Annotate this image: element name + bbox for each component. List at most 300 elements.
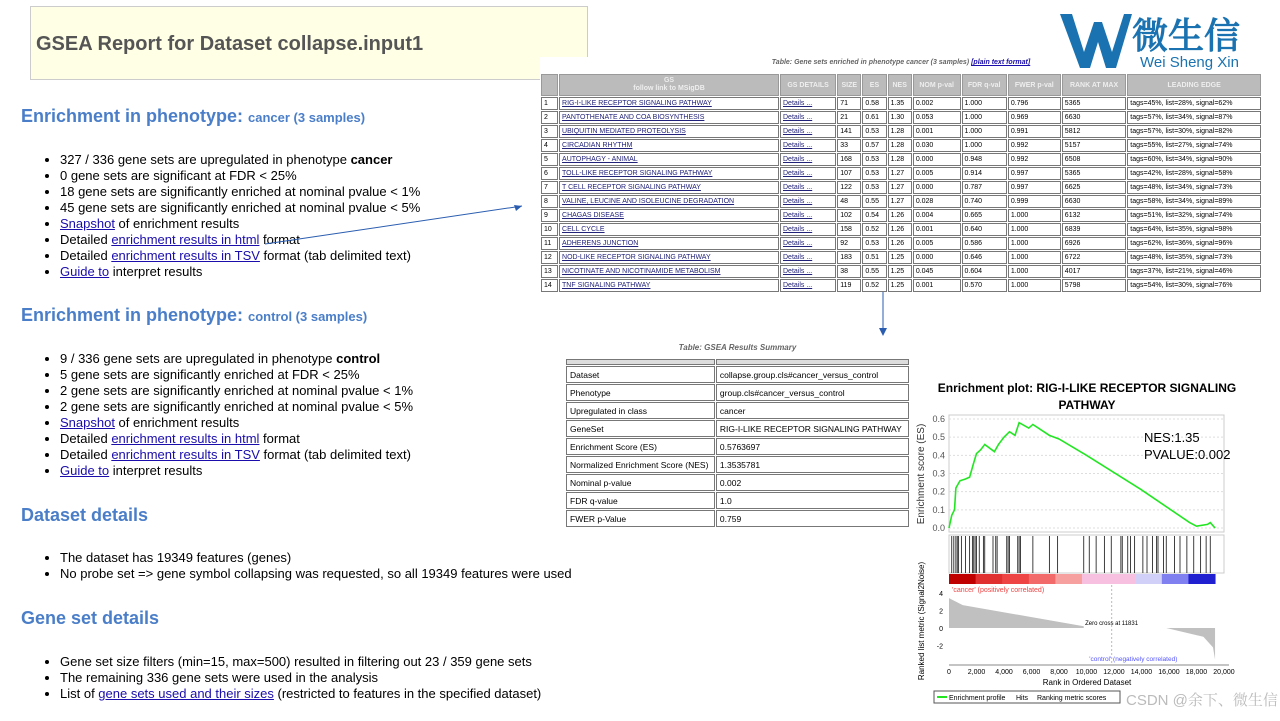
details-link[interactable]: Details ... xyxy=(783,128,813,135)
table-cell: 48 xyxy=(837,195,861,208)
table-row xyxy=(541,223,1261,236)
positive-label: 'cancer' (positively correlated) xyxy=(952,587,1045,594)
table-cell: tags=58%, list=34%, signal=89% xyxy=(1127,195,1261,208)
column-header: FWER p-val xyxy=(1008,74,1061,96)
y-tick-label: 0.5 xyxy=(932,432,945,443)
y-tick-label: 0.0 xyxy=(932,523,945,533)
table-cell: 0.53 xyxy=(862,167,886,180)
text: of enrichment results xyxy=(114,216,240,231)
list-item xyxy=(60,415,413,431)
table-cell: 0.028 xyxy=(913,195,961,208)
table-cell: 119 xyxy=(837,279,861,292)
table-cell: 1.000 xyxy=(1008,279,1061,292)
text: Detailed xyxy=(60,232,112,247)
summary-value: collapse.group.cls#cancer_versus_control xyxy=(716,366,909,383)
summary-label: FDR q-value xyxy=(566,492,715,509)
text: Detailed xyxy=(60,447,112,462)
summary-value: 1.0 xyxy=(716,492,909,509)
table-cell: 1.30 xyxy=(888,111,912,124)
table-cell: 0.55 xyxy=(862,195,886,208)
enriched-gene-sets-table xyxy=(540,73,1262,293)
table-cell: 1.26 xyxy=(888,209,912,222)
table-cell: 1.27 xyxy=(888,167,912,180)
caption-text: Table: Gene sets enriched in phenotype cancer (3 samples) xyxy=(771,59,972,66)
table-cell: 1 xyxy=(541,97,558,110)
table-cell: 0.52 xyxy=(862,223,886,236)
table-row xyxy=(566,384,909,401)
plain-text-format-link[interactable]: [plain text format] xyxy=(971,59,1031,66)
rank-color-segment xyxy=(976,574,1003,584)
weishengxin-logo xyxy=(1058,8,1263,72)
rank-color-segment xyxy=(1002,574,1029,584)
table-cell: 0.030 xyxy=(913,139,961,152)
table-cell: 0.61 xyxy=(862,111,886,124)
list-item xyxy=(60,686,541,702)
pvalue-annotation: PVALUE:0.002 xyxy=(1144,447,1231,462)
table-cell: 8 xyxy=(541,195,558,208)
table-cell xyxy=(559,111,779,124)
table-cell xyxy=(559,279,779,292)
list-item xyxy=(60,351,413,367)
details-link[interactable]: Details ... xyxy=(783,254,813,261)
table-cell: tags=42%, list=28%, signal=58% xyxy=(1127,167,1261,180)
column-header xyxy=(541,74,558,96)
table-cell: 71 xyxy=(837,97,861,110)
legend-item: Enrichment profile xyxy=(949,695,1006,702)
table-cell: 33 xyxy=(837,139,861,152)
table-cell: 0.640 xyxy=(962,223,1007,236)
table-row xyxy=(566,438,909,455)
table-row xyxy=(566,474,909,491)
heading-text: Enrichment in phenotype: xyxy=(21,305,249,325)
list-item xyxy=(60,431,413,447)
summary-label: Upregulated in class xyxy=(566,402,715,419)
details-link[interactable]: Details ... xyxy=(783,156,813,163)
list-item xyxy=(60,447,413,463)
list-item: • The dataset has 19349 features (genes) xyxy=(60,550,572,566)
table-cell: 0.604 xyxy=(962,265,1007,278)
table-row xyxy=(541,195,1261,208)
x-tick-label: 20,000 xyxy=(1213,669,1235,676)
table-cell: tags=45%, list=28%, signal=62% xyxy=(1127,97,1261,110)
y-axis-label: Enrichment score (ES) xyxy=(916,423,927,525)
list-item xyxy=(60,463,413,479)
table-cell: 7 xyxy=(541,181,558,194)
table-row xyxy=(541,167,1261,180)
phenotype-name: control xyxy=(336,351,381,366)
table-cell: 0.997 xyxy=(1008,167,1061,180)
legend-item: Hits xyxy=(1016,695,1029,702)
summary-value: cancer xyxy=(716,402,909,419)
result-link[interactable]: enrichment results in html xyxy=(111,431,260,446)
table-cell: 0.53 xyxy=(862,153,886,166)
table-cell: 21 xyxy=(837,111,861,124)
table-cell: 2 xyxy=(541,111,558,124)
x-tick-label: 14,000 xyxy=(1130,669,1153,676)
table-row xyxy=(566,402,909,419)
table-cell xyxy=(559,195,779,208)
table-cell: tags=54%, list=30%, signal=76% xyxy=(1127,279,1261,292)
gene-sets-sizes-link[interactable]: gene sets used and their sizes xyxy=(98,686,274,701)
details-link[interactable]: Details ... xyxy=(783,282,813,289)
chart-title: Enrichment plot: RIG-I-LIKE RECEPTOR SIGNALING xyxy=(937,381,1237,395)
result-link[interactable]: enrichment results in TSV xyxy=(111,248,260,263)
details-link[interactable]: Details ... xyxy=(783,114,813,121)
text: 327 / 336 gene sets are upregulated in phenotype xyxy=(60,152,351,167)
table-cell xyxy=(559,251,779,264)
text: format xyxy=(259,431,300,446)
table-row xyxy=(541,153,1261,166)
gsea-results-summary-panel xyxy=(565,342,910,528)
gene-set-link[interactable]: AUTOPHAGY - ANIMAL xyxy=(562,156,638,163)
table-cell xyxy=(780,167,836,180)
column-header: SIZE xyxy=(837,74,861,96)
table-cell: 0.000 xyxy=(913,251,961,264)
table-cell: 1.28 xyxy=(888,125,912,138)
table-cell: 0.52 xyxy=(862,279,886,292)
table-cell: 1.26 xyxy=(888,223,912,236)
y2-tick-label: 0 xyxy=(939,626,943,633)
table-cell: 0.586 xyxy=(962,237,1007,250)
zero-cross-label: Zero cross at 11831 xyxy=(1085,621,1139,627)
text: Detailed xyxy=(60,431,112,446)
table-cell xyxy=(780,139,836,152)
table-row xyxy=(566,510,909,527)
result-link[interactable]: Snapshot xyxy=(60,415,115,430)
y-tick-label: 0.6 xyxy=(932,414,945,424)
enrichment-plot-svg xyxy=(912,376,1278,716)
table-cell: 5157 xyxy=(1062,139,1127,152)
table-cell: 0.51 xyxy=(862,251,886,264)
table-row xyxy=(566,366,909,383)
text: Detailed xyxy=(60,248,112,263)
table-row xyxy=(541,139,1261,152)
svg-text:微生信: 微生信 xyxy=(1132,16,1241,57)
table-cell: 0.992 xyxy=(1008,139,1061,152)
y-tick-label: 0.2 xyxy=(932,486,945,497)
gene-set-details-title: Gene set details xyxy=(21,608,160,628)
table-cell: 1.000 xyxy=(962,97,1007,110)
details-link[interactable]: Details ... xyxy=(783,226,813,233)
table-cell: tags=51%, list=32%, signal=74% xyxy=(1127,209,1261,222)
table-cell xyxy=(780,125,836,138)
table-cell xyxy=(780,195,836,208)
table-cell: 0.001 xyxy=(913,279,961,292)
table-cell: 0.992 xyxy=(1008,153,1061,166)
list-item: • The remaining 336 gene sets were used in the analysis xyxy=(60,670,541,686)
table-cell: 6630 xyxy=(1062,195,1127,208)
list-item: • 5 gene sets are significantly enriched at FDR < 25% xyxy=(60,367,413,383)
watermark: CSDN @余下、微生信 xyxy=(1126,692,1278,709)
table-cell: 0.002 xyxy=(913,97,961,110)
table-cell: 158 xyxy=(837,223,861,236)
result-link[interactable]: enrichment results in TSV xyxy=(111,447,260,462)
result-link[interactable]: enrichment results in html xyxy=(111,232,260,247)
summary-value: 0.002 xyxy=(716,474,909,491)
table-cell: 1.000 xyxy=(1008,223,1061,236)
text: (restricted to features in the specified dataset) xyxy=(273,686,542,701)
column-header: LEADING EDGE xyxy=(1127,74,1261,96)
list-item: • 45 gene sets are significantly enriched at nominal pvalue < 5% xyxy=(60,200,420,216)
x-tick-label: 4,000 xyxy=(995,669,1013,676)
column-header: RANK AT MAX xyxy=(1062,74,1127,96)
dataset-details-title: Dataset details xyxy=(21,505,149,525)
table-cell: 0.740 xyxy=(962,195,1007,208)
table-cell xyxy=(780,223,836,236)
details-link[interactable]: Details ... xyxy=(783,100,813,107)
table-cell: 5798 xyxy=(1062,279,1127,292)
table-cell: 0.796 xyxy=(1008,97,1061,110)
summary-value: RIG-I-LIKE RECEPTOR SIGNALING PATHWAY xyxy=(716,420,909,437)
table-cell: 168 xyxy=(837,153,861,166)
gene-set-link[interactable]: TOLL-LIKE RECEPTOR SIGNALING PATHWAY xyxy=(562,170,713,177)
table-cell: 1.000 xyxy=(1008,251,1061,264)
gene-set-link[interactable]: T CELL RECEPTOR SIGNALING PATHWAY xyxy=(562,184,701,191)
table-row xyxy=(541,125,1261,138)
table-cell xyxy=(559,223,779,236)
x-tick-label: 16,000 xyxy=(1158,669,1180,676)
table-cell: tags=64%, list=35%, signal=98% xyxy=(1127,223,1261,236)
logo-w-dna-icon xyxy=(1058,8,1263,72)
list-item: • No probe set => gene symbol collapsing was requested, so all 19349 features were used xyxy=(60,566,572,582)
text: format (tab delimited text) xyxy=(259,447,411,462)
table-cell: 122 xyxy=(837,181,861,194)
page-title: GSEA Report for Dataset collapse.input1 xyxy=(36,33,424,55)
table-cell: 1.000 xyxy=(1008,237,1061,250)
text: 9 / 336 gene sets are upregulated in phenotype xyxy=(60,351,337,366)
table-cell: 1.000 xyxy=(962,125,1007,138)
column-header: FDR q-val xyxy=(962,74,1007,96)
table-cell: 0.646 xyxy=(962,251,1007,264)
text: format xyxy=(259,232,300,247)
rank-color-segment xyxy=(1135,574,1162,584)
table-cell: 5812 xyxy=(1062,125,1127,138)
details-link[interactable]: Details ... xyxy=(783,170,813,177)
gene-set-link[interactable]: RIG-I-LIKE RECEPTOR SIGNALING PATHWAY xyxy=(562,100,712,107)
control-summary-list xyxy=(42,351,413,479)
chart-title-line2: PATHWAY xyxy=(1058,398,1116,412)
table-cell xyxy=(559,209,779,222)
gene-set-link[interactable]: UBIQUITIN MEDIATED PROTEOLYSIS xyxy=(562,128,686,135)
table-cell xyxy=(780,181,836,194)
table-cell xyxy=(559,139,779,152)
table-cell: 1.25 xyxy=(888,279,912,292)
table-cell xyxy=(559,97,779,110)
table-cell: 0.999 xyxy=(1008,195,1061,208)
table-cell xyxy=(780,111,836,124)
details-link[interactable]: Details ... xyxy=(783,212,813,219)
table-cell: 102 xyxy=(837,209,861,222)
enriched-gene-sets-table-panel xyxy=(540,57,1262,290)
details-link[interactable]: Details ... xyxy=(783,184,813,191)
table-cell: 0.001 xyxy=(913,223,961,236)
gene-set-details-list xyxy=(42,654,541,702)
column-header: NOM p-val xyxy=(913,74,961,96)
table-row xyxy=(566,456,909,473)
table-cell: 0.000 xyxy=(913,181,961,194)
y2-tick-label: -2 xyxy=(936,643,943,651)
table-cell: 1.26 xyxy=(888,237,912,250)
summary-value: 1.3535781 xyxy=(716,456,909,473)
summary-label: Nominal p-value xyxy=(566,474,715,491)
table-cell: 0.053 xyxy=(913,111,961,124)
section-control-title xyxy=(21,305,367,326)
table-cell: 1.27 xyxy=(888,195,912,208)
gene-set-link[interactable]: CHAGAS DISEASE xyxy=(562,212,624,219)
details-link[interactable]: Details ... xyxy=(783,268,813,275)
text: interpret results xyxy=(109,463,203,478)
summary-label: GeneSet xyxy=(566,420,715,437)
section-cancer-title xyxy=(21,106,365,127)
text: List of xyxy=(60,686,99,701)
table-row xyxy=(541,111,1261,124)
table-cell: tags=57%, list=30%, signal=82% xyxy=(1127,125,1261,138)
phenotype-label: cancer (3 samples) xyxy=(248,110,366,125)
table-cell xyxy=(559,265,779,278)
table-cell: 0.005 xyxy=(913,167,961,180)
table-cell: 1.28 xyxy=(888,153,912,166)
table-cell: 0.948 xyxy=(962,153,1007,166)
table-cell: 0.570 xyxy=(962,279,1007,292)
table-cell: 0.969 xyxy=(1008,111,1061,124)
column-header: ES xyxy=(862,74,886,96)
x-axis-label: Rank in Ordered Dataset xyxy=(1042,678,1132,687)
table-cell: 92 xyxy=(837,237,861,250)
table-row xyxy=(566,420,909,437)
gene-set-link[interactable]: VALINE, LEUCINE AND ISOLEUCINE DEGRADATION xyxy=(562,198,735,205)
table-cell: 6 xyxy=(541,167,558,180)
column-header: GS DETAILS xyxy=(780,74,836,96)
gene-set-link[interactable]: PANTOTHENATE AND COA BIOSYNTHESIS xyxy=(562,114,705,121)
list-item: • 2 gene sets are significantly enriched at nominal pvalue < 5% xyxy=(60,399,413,415)
list-item xyxy=(60,248,420,264)
list-item xyxy=(60,264,420,280)
table-cell: tags=55%, list=27%, signal=74% xyxy=(1127,139,1261,152)
gene-set-link[interactable]: TNF SIGNALING PATHWAY xyxy=(562,282,651,289)
table-cell: 11 xyxy=(541,237,558,250)
table-cell: 3 xyxy=(541,125,558,138)
list-item xyxy=(60,152,420,168)
x-tick-label: 18,000 xyxy=(1185,669,1208,676)
table-row xyxy=(541,181,1261,194)
nes-annotation: NES:1.35 xyxy=(1144,430,1200,445)
list-item: • Gene set size filters (min=15, max=500) resulted in filtering out 23 / 359 gene sets xyxy=(60,654,541,670)
text: interpret results xyxy=(109,264,203,279)
table-cell: 4017 xyxy=(1062,265,1127,278)
y2-axis-label: Ranked list metric (Signal2Noise) xyxy=(917,561,926,681)
y2-tick-label: 2 xyxy=(939,608,943,616)
table-cell xyxy=(559,125,779,138)
table-cell: 1.35 xyxy=(888,97,912,110)
table-cell: tags=60%, list=34%, signal=90% xyxy=(1127,153,1261,166)
summary-label: Normalized Enrichment Score (NES) xyxy=(566,456,715,473)
x-tick-label: 0 xyxy=(947,669,951,676)
table-cell: 10 xyxy=(541,223,558,236)
column-header: NES xyxy=(888,74,912,96)
table-cell: 1.25 xyxy=(888,265,912,278)
table-cell: 1.000 xyxy=(1008,209,1061,222)
rank-color-segment xyxy=(1029,574,1056,584)
details-link[interactable]: Details ... xyxy=(783,198,813,205)
gene-set-link[interactable]: CIRCADIAN RHYTHM xyxy=(562,142,633,149)
table-cell xyxy=(559,237,779,250)
table-cell: 13 xyxy=(541,265,558,278)
gene-set-link[interactable]: ADHERENS JUNCTION xyxy=(562,240,639,247)
table-cell: 0.57 xyxy=(862,139,886,152)
table-cell: tags=37%, list=21%, signal=46% xyxy=(1127,265,1261,278)
table-cell: 1.25 xyxy=(888,251,912,264)
svg-text:Wei Sheng Xin: Wei Sheng Xin xyxy=(1140,54,1239,71)
gene-set-link[interactable]: NICOTINATE AND NICOTINAMIDE METABOLISM xyxy=(562,268,721,275)
table-row xyxy=(541,209,1261,222)
table-cell xyxy=(559,181,779,194)
table-cell: 5365 xyxy=(1062,167,1127,180)
result-link[interactable]: Guide to xyxy=(60,463,110,478)
table-cell: 0.53 xyxy=(862,181,886,194)
details-link[interactable]: Details ... xyxy=(783,240,813,247)
table-cell: 0.53 xyxy=(862,237,886,250)
table-cell: 6926 xyxy=(1062,237,1127,250)
gene-set-link[interactable]: NOD-LIKE RECEPTOR SIGNALING PATHWAY xyxy=(562,254,711,261)
positive-metric-area xyxy=(949,598,1084,628)
result-link[interactable]: Snapshot xyxy=(60,216,115,231)
table-cell xyxy=(780,97,836,110)
table-row xyxy=(541,265,1261,278)
table-cell: 0.004 xyxy=(913,209,961,222)
result-link[interactable]: Guide to xyxy=(60,264,110,279)
gene-set-link[interactable]: CELL CYCLE xyxy=(562,226,605,233)
table-cell: 6839 xyxy=(1062,223,1127,236)
text: format (tab delimited text) xyxy=(259,248,411,263)
rank-color-segment xyxy=(1188,574,1215,584)
summary-value: 0.5763697 xyxy=(716,438,909,455)
table-cell: 6132 xyxy=(1062,209,1127,222)
table-cell: tags=57%, list=34%, signal=87% xyxy=(1127,111,1261,124)
table-cell: tags=48%, list=34%, signal=73% xyxy=(1127,181,1261,194)
report-header xyxy=(30,6,588,80)
y-tick-label: 0.1 xyxy=(932,504,945,515)
table-row xyxy=(541,251,1261,264)
table-cell: 6625 xyxy=(1062,181,1127,194)
summary-label: Phenotype xyxy=(566,384,715,401)
text: of enrichment results xyxy=(114,415,240,430)
rank-color-segment xyxy=(1162,574,1189,584)
table-row xyxy=(566,492,909,509)
table-cell: 0.914 xyxy=(962,167,1007,180)
table-cell: 6508 xyxy=(1062,153,1127,166)
table-row xyxy=(541,237,1261,250)
negative-metric-area xyxy=(1166,628,1215,660)
table-cell xyxy=(780,265,836,278)
table-cell: 0.045 xyxy=(913,265,961,278)
details-link[interactable]: Details ... xyxy=(783,142,813,149)
table-cell: 0.55 xyxy=(862,265,886,278)
table-cell: 0.58 xyxy=(862,97,886,110)
table-cell: 38 xyxy=(837,265,861,278)
table-row xyxy=(541,97,1261,110)
arrow-connector xyxy=(260,200,530,250)
table-cell xyxy=(780,209,836,222)
x-tick-label: 6,000 xyxy=(1022,669,1041,676)
table-cell: 1.000 xyxy=(962,111,1007,124)
list-item: • 18 gene sets are significantly enriched at nominal pvalue < 1% xyxy=(60,184,420,200)
table-cell: 0.997 xyxy=(1008,181,1061,194)
rank-color-segment xyxy=(1082,574,1109,584)
arrow-down-connector xyxy=(876,292,890,338)
table-cell: 0.787 xyxy=(962,181,1007,194)
gsea-results-summary-table xyxy=(565,358,910,528)
table-cell: 0.005 xyxy=(913,237,961,250)
